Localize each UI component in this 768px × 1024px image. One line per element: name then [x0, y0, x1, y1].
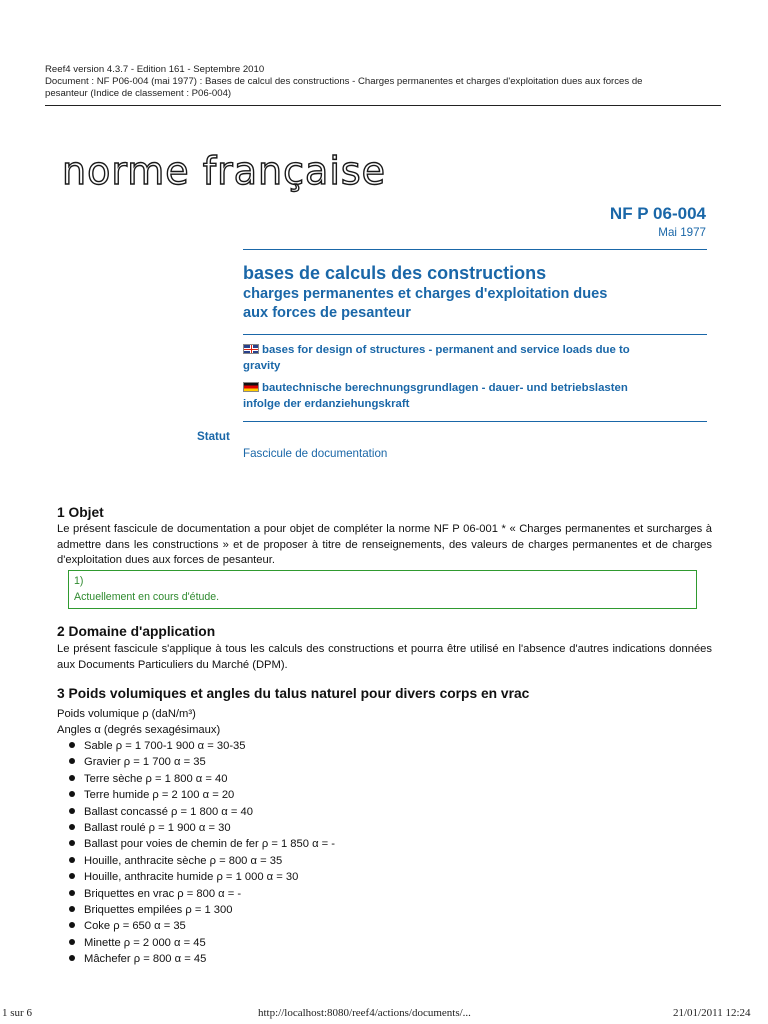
list-item: Terre sèche ρ = 1 800 α = 40 — [69, 771, 335, 787]
list-item: Houille, anthracite sèche ρ = 800 α = 35 — [69, 853, 335, 869]
header-version-line: Reef4 version 4.3.7 - Edition 161 - Septembre 2010 — [45, 64, 265, 75]
document-header — [45, 64, 715, 99]
german-flag-icon — [243, 382, 259, 392]
footer-datetime: 21/01/2011 12:24 — [673, 1007, 751, 1019]
english-title — [243, 343, 703, 374]
footnote-box — [68, 570, 697, 609]
section-objet-text: Le présent fascicule de documentation a pour objet de compléter la norme NF P 06-001 * « Charges permanentes et surcharges à admettre dans les constructions » et de proposer à titre de renseignements, des valeurs de charges permanentes et de charges d'exploitation dues aux forces de pesanteur. — [57, 523, 712, 567]
statut-label: Statut — [197, 430, 230, 443]
document-subtitle — [243, 285, 713, 322]
list-item: Gravier ρ = 1 700 α = 35 — [69, 754, 335, 770]
angles-legend: Angles α (degrés sexagésimaux) — [57, 724, 221, 736]
section-heading-poids: 3 Poids volumiques et angles du talus naturel pour divers corps en vrac — [57, 686, 530, 701]
english-title-line: bases for design of structures - permanent and service loads due to — [262, 344, 630, 356]
english-title-line: gravity — [243, 359, 281, 372]
uk-flag-icon — [243, 344, 259, 354]
bullet-icon — [69, 922, 75, 928]
german-title-line: infolge der erdanziehungskraft — [243, 397, 410, 410]
list-item: Coke ρ = 650 α = 35 — [69, 918, 335, 934]
bullet-icon — [69, 890, 75, 896]
header-index-line: pesanteur (Indice de classement : P06-004) — [45, 87, 232, 99]
list-item: Ballast pour voies de chemin de fer ρ = 1 850 α = - — [69, 836, 335, 852]
title-divider-top — [243, 249, 707, 250]
bullet-icon — [69, 857, 75, 863]
poids-volumique-legend: Poids volumique ρ (daN/m³) — [57, 708, 196, 720]
title-divider-middle — [243, 334, 707, 335]
statut-value: Fascicule de documentation — [243, 447, 388, 460]
standard-date: Mai 1977 — [658, 226, 706, 239]
bullet-icon — [69, 840, 75, 846]
list-item: Houille, anthracite humide ρ = 1 000 α = 30 — [69, 869, 335, 885]
bullet-icon — [69, 791, 75, 797]
footnote-number: 1) — [74, 575, 84, 587]
subtitle-line: charges permanentes et charges d'exploitation dues — [243, 286, 608, 302]
list-item: Briquettes en vrac ρ = 800 α = - — [69, 886, 335, 902]
list-item: Sable ρ = 1 700-1 900 α = 30-35 — [69, 738, 335, 754]
bullet-icon — [69, 808, 75, 814]
bullet-icon — [69, 873, 75, 879]
list-item: Ballast concassé ρ = 1 800 α = 40 — [69, 804, 335, 820]
footer-page-number: 1 sur 6 — [2, 1007, 32, 1019]
list-item: Minette ρ = 2 000 α = 45 — [69, 935, 335, 951]
title-divider-bottom — [243, 421, 707, 422]
materials-list — [69, 738, 335, 967]
norme-francaise-logo: norme française — [62, 149, 387, 193]
list-item: Briquettes empilées ρ = 1 300 — [69, 902, 335, 918]
list-item: Terre humide ρ = 2 100 α = 20 — [69, 787, 335, 803]
footnote-text: Actuellement en cours d'étude. — [74, 591, 220, 603]
bullet-icon — [69, 955, 75, 961]
list-item: Mâchefer ρ = 800 α = 45 — [69, 951, 335, 967]
header-divider — [45, 105, 721, 106]
bullet-icon — [69, 939, 75, 945]
bullet-icon — [69, 742, 75, 748]
section-heading-domaine: 2 Domaine d'application — [57, 624, 216, 639]
bullet-icon — [69, 824, 75, 830]
bullet-icon — [69, 758, 75, 764]
section-heading-objet: 1 Objet — [57, 505, 104, 520]
footer-url: http://localhost:8080/reef4/actions/documents/... — [258, 1007, 471, 1019]
header-document-line: Document : NF P06-004 (mai 1977) : Bases de calcul des constructions - Charges permanentes et charges d'exploitation dues aux forces de — [45, 75, 643, 87]
german-title — [243, 381, 703, 412]
bullet-icon — [69, 906, 75, 912]
list-item: Ballast roulé ρ = 1 900 α = 30 — [69, 820, 335, 836]
bullet-icon — [69, 775, 75, 781]
document-title: bases de calculs des constructions — [243, 263, 547, 283]
subtitle-line: aux forces de pesanteur — [243, 304, 411, 321]
standard-code: NF P 06-004 — [609, 204, 706, 223]
german-title-line: bautechnische berechnungsgrundlagen - dauer- und betriebslasten — [262, 382, 628, 394]
section-domaine-text: Le présent fascicule s'applique à tous les calculs des constructions et pourra être utilisé en l'absence d'autres indications données aux Documents Particuliers du Marché (DPM). — [57, 643, 712, 671]
